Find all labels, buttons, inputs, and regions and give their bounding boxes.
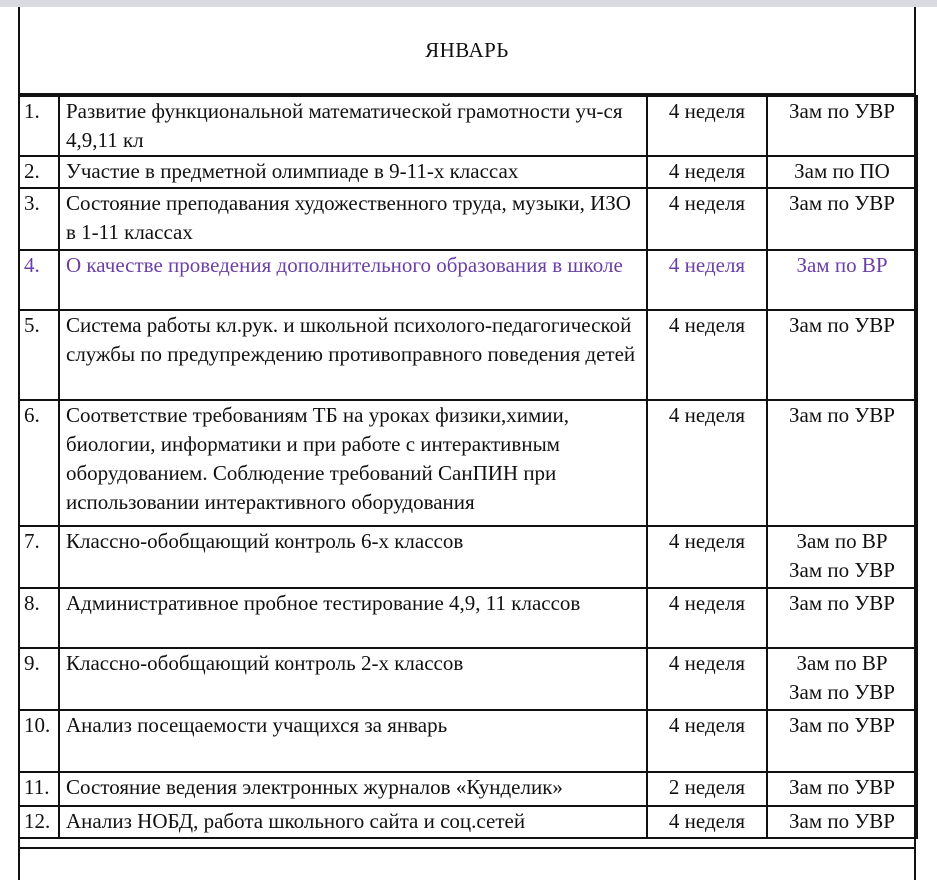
responsible-person: Зам по ВР (796, 253, 888, 277)
row-task: Административное пробное тестирование 4,9, 11 классов (59, 588, 647, 648)
table-row (19, 588, 917, 648)
row-week: 4 неделя (647, 250, 767, 310)
row-number: 2. (19, 156, 59, 188)
row-responsible (767, 156, 917, 188)
row-number: 1. (19, 96, 59, 156)
row-week: 4 неделя (647, 188, 767, 250)
row-number: 8. (19, 588, 59, 648)
row-task: Состояние ведения электронных журналов «Кунделик» (59, 772, 647, 806)
row-task: Состояние преподавания художественного труда, музыки, ИЗО в 1-11 классах (59, 188, 647, 250)
table-row (19, 156, 917, 188)
row-number: 10. (19, 710, 59, 772)
row-task: Классно-обобщающий контроль 6-х классов (59, 526, 647, 588)
row-week: 4 неделя (647, 400, 767, 526)
table-row (19, 310, 917, 400)
responsible-person: Зам по УВР (789, 775, 895, 799)
row-week: 2 неделя (647, 772, 767, 806)
month-heading: ЯНВАРЬ (18, 7, 916, 95)
row-number: 9. (19, 648, 59, 710)
row-task: Соответствие требованиям ТБ на уроках физики,химии, биологии, информатики и при работе с интерактивным оборудованием. Соблюдение требований СанПИН при использовании интерактивного оборудования (59, 400, 647, 526)
row-responsible (767, 648, 917, 710)
responsible-person: Зам по УВР (789, 403, 895, 427)
responsible-person: Зам по УВР (789, 713, 895, 737)
window-top-bar (0, 0, 937, 7)
table-row (19, 806, 917, 838)
row-responsible (767, 772, 917, 806)
row-number: 3. (19, 188, 59, 250)
responsible-person: Зам по УВР (789, 680, 895, 704)
table-row (19, 710, 917, 772)
plan-table-body (19, 96, 917, 838)
row-week: 4 неделя (647, 588, 767, 648)
row-responsible (767, 188, 917, 250)
responsible-person: Зам по ВР (796, 529, 888, 553)
table-row (19, 250, 917, 310)
row-task: Анализ НОБД, работа школьного сайта и соц.сетей (59, 806, 647, 838)
row-number: 12. (19, 806, 59, 838)
row-number: 7. (19, 526, 59, 588)
table-row (19, 772, 917, 806)
table-row (19, 188, 917, 250)
responsible-person: Зам по УВР (789, 591, 895, 615)
row-task: О качестве проведения дополнительного образования в школе (59, 250, 647, 310)
row-task: Участие в предметной олимпиаде в 9-11-х классах (59, 156, 647, 188)
row-task: Система работы кл.рук. и школьной психолого-педагогической службы по предупреждению противоправного поведения детей (59, 310, 647, 400)
plan-table (18, 95, 918, 839)
responsible-person: Зам по УВР (789, 558, 895, 582)
row-task: Развитие функциональной математической грамотности уч-ся 4,9,11 кл (59, 96, 647, 156)
row-responsible (767, 96, 917, 156)
table-row (19, 526, 917, 588)
row-task: Анализ посещаемости учащихся за январь (59, 710, 647, 772)
row-number: 6. (19, 400, 59, 526)
row-number: 5. (19, 310, 59, 400)
responsible-person: Зам по ПО (794, 159, 890, 183)
row-responsible (767, 588, 917, 648)
row-responsible (767, 310, 917, 400)
row-responsible (767, 710, 917, 772)
row-week: 4 неделя (647, 710, 767, 772)
row-week: 4 неделя (647, 96, 767, 156)
row-week: 4 неделя (647, 156, 767, 188)
table-row (19, 96, 917, 156)
responsible-person: Зам по УВР (789, 191, 895, 215)
row-responsible (767, 526, 917, 588)
row-week: 4 неделя (647, 526, 767, 588)
row-responsible (767, 250, 917, 310)
row-week: 4 неделя (647, 806, 767, 838)
row-task: Классно-обобщающий контроль 2-х классов (59, 648, 647, 710)
row-responsible (767, 806, 917, 838)
table-row (19, 648, 917, 710)
responsible-person: Зам по ВР (796, 651, 888, 675)
responsible-person: Зам по УВР (789, 809, 895, 833)
responsible-person: Зам по УВР (789, 99, 895, 123)
row-number: 11. (19, 772, 59, 806)
table-row (19, 400, 917, 526)
row-responsible (767, 400, 917, 526)
responsible-person: Зам по УВР (789, 313, 895, 337)
row-week: 4 неделя (647, 310, 767, 400)
row-number: 4. (19, 250, 59, 310)
empty-bottom-row (18, 847, 916, 880)
row-week: 4 неделя (647, 648, 767, 710)
